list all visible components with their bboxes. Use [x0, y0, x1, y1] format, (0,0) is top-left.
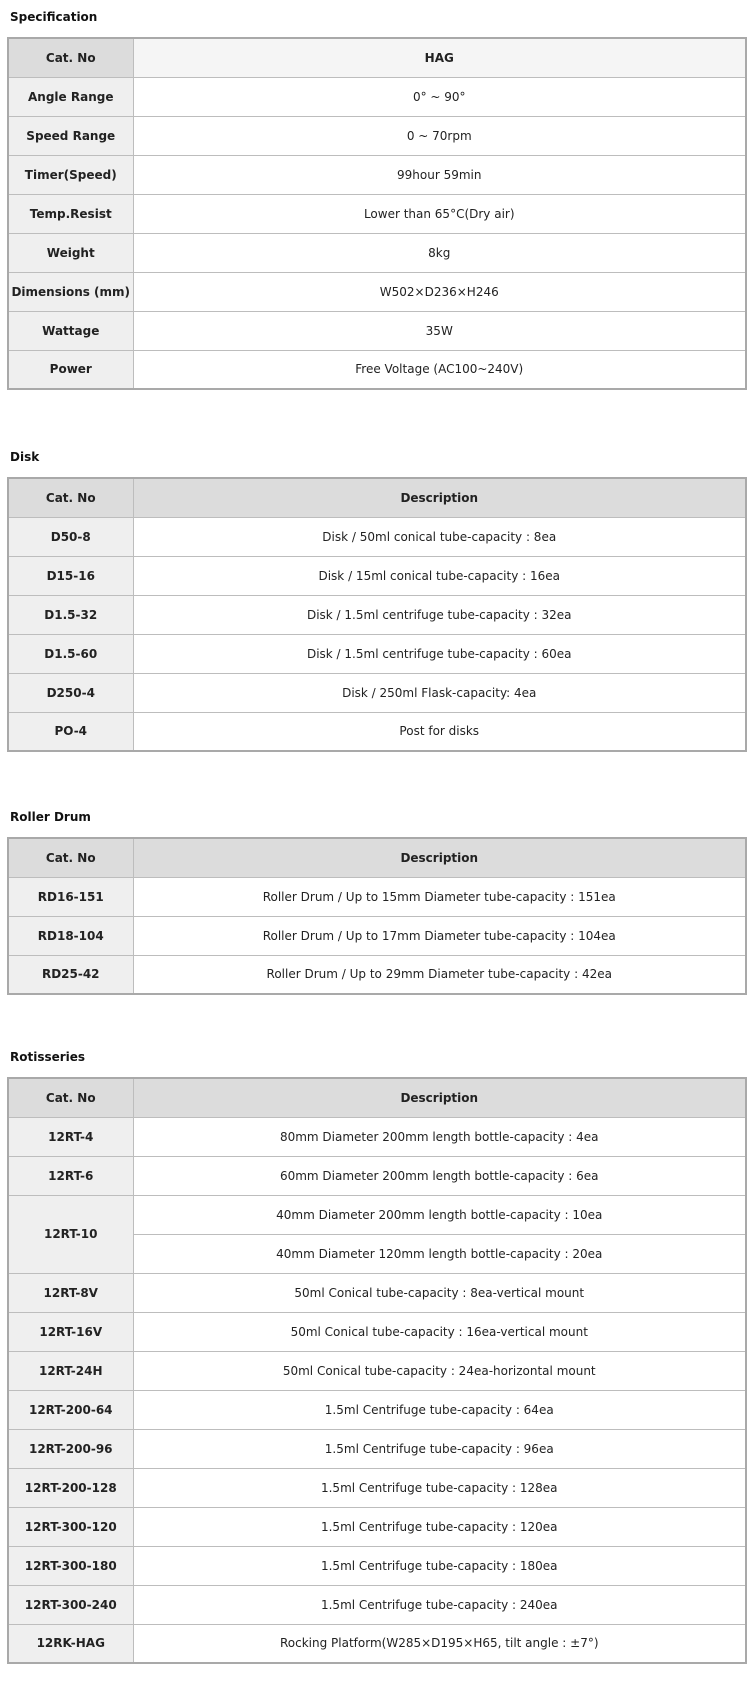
table-row: [8, 1312, 746, 1351]
section-title-rotisseries: Rotisseries: [10, 1050, 86, 1064]
row-label: D15-16: [8, 556, 133, 595]
roller-drum-table: [7, 837, 747, 995]
row-label: Temp.Resist: [8, 194, 133, 233]
table-row: [8, 712, 746, 751]
row-value: Rocking Platform(W285×D195×H65, tilt angle : ±7°): [133, 1624, 746, 1663]
table-row: [8, 1390, 746, 1429]
row-value: 99hour 59min: [133, 155, 746, 194]
table-row: [8, 877, 746, 916]
header-cat-no: Cat. No: [8, 478, 133, 517]
header-description: Description: [133, 1078, 746, 1117]
table-header-row: [8, 38, 746, 77]
specification-table: [7, 37, 747, 390]
table-row: [8, 916, 746, 955]
table-row: [8, 272, 746, 311]
row-label: 12RT-10: [8, 1195, 133, 1273]
row-label: Weight: [8, 233, 133, 272]
table-row: [8, 1117, 746, 1156]
row-label: 12RK-HAG: [8, 1624, 133, 1663]
row-value: 0° ~ 90°: [133, 77, 746, 116]
row-label: 12RT-8V: [8, 1273, 133, 1312]
row-label: Power: [8, 350, 133, 389]
row-value: Free Voltage (AC100~240V): [133, 350, 746, 389]
row-label: PO-4: [8, 712, 133, 751]
row-label: 12RT-200-128: [8, 1468, 133, 1507]
row-value: 0 ~ 70rpm: [133, 116, 746, 155]
row-label: D1.5-32: [8, 595, 133, 634]
table-row: [8, 155, 746, 194]
row-value: Roller Drum / Up to 15mm Diameter tube-capacity : 151ea: [133, 877, 746, 916]
row-label: 12RT-4: [8, 1117, 133, 1156]
row-value: 80mm Diameter 200mm length bottle-capacity : 4ea: [133, 1117, 746, 1156]
section-title-roller-drum: Roller Drum: [10, 810, 91, 824]
row-value: 1.5ml Centrifuge tube-capacity : 180ea: [133, 1546, 746, 1585]
row-value: 40mm Diameter 200mm length bottle-capacity : 10ea: [133, 1195, 746, 1234]
row-label: 12RT-16V: [8, 1312, 133, 1351]
row-value: 60mm Diameter 200mm length bottle-capacity : 6ea: [133, 1156, 746, 1195]
table-row: [8, 556, 746, 595]
row-value: 8kg: [133, 233, 746, 272]
header-cat-no: Cat. No: [8, 838, 133, 877]
row-value: Roller Drum / Up to 29mm Diameter tube-capacity : 42ea: [133, 955, 746, 994]
table-row: [8, 634, 746, 673]
row-value: Lower than 65°C(Dry air): [133, 194, 746, 233]
header-model: HAG: [133, 38, 746, 77]
row-label: RD25-42: [8, 955, 133, 994]
table-row: [8, 1195, 746, 1234]
table-row: [8, 595, 746, 634]
table-row: [8, 1507, 746, 1546]
table-row: [8, 1351, 746, 1390]
row-label: RD16-151: [8, 877, 133, 916]
row-value: 1.5ml Centrifuge tube-capacity : 96ea: [133, 1429, 746, 1468]
row-label: D250-4: [8, 673, 133, 712]
table-row: [8, 955, 746, 994]
row-value: 1.5ml Centrifuge tube-capacity : 120ea: [133, 1507, 746, 1546]
row-label: Timer(Speed): [8, 155, 133, 194]
table-row: [8, 350, 746, 389]
section-title-specification: Specification: [10, 10, 98, 24]
row-label: Angle Range: [8, 77, 133, 116]
table-row: [8, 673, 746, 712]
table-row: [8, 1429, 746, 1468]
table-row: [8, 1585, 746, 1624]
header-cat-no: Cat. No: [8, 1078, 133, 1117]
table-row: [8, 194, 746, 233]
row-value: 1.5ml Centrifuge tube-capacity : 64ea: [133, 1390, 746, 1429]
row-label: 12RT-300-120: [8, 1507, 133, 1546]
row-value: Disk / 15ml conical tube-capacity : 16ea: [133, 556, 746, 595]
row-label: 12RT-300-180: [8, 1546, 133, 1585]
row-label: 12RT-200-96: [8, 1429, 133, 1468]
row-value: Disk / 1.5ml centrifuge tube-capacity : 60ea: [133, 634, 746, 673]
table-row: [8, 1546, 746, 1585]
table-row: [8, 517, 746, 556]
row-label: 12RT-200-64: [8, 1390, 133, 1429]
row-value: Roller Drum / Up to 17mm Diameter tube-capacity : 104ea: [133, 916, 746, 955]
table-row: [8, 1156, 746, 1195]
table-row: [8, 1468, 746, 1507]
row-value: 1.5ml Centrifuge tube-capacity : 128ea: [133, 1468, 746, 1507]
table-row: [8, 233, 746, 272]
table-header-row: [8, 838, 746, 877]
disk-table: [7, 477, 747, 752]
table-row: [8, 1624, 746, 1663]
table-row: [8, 116, 746, 155]
row-label: 12RT-24H: [8, 1351, 133, 1390]
header-description: Description: [133, 478, 746, 517]
table-header-row: [8, 1078, 746, 1117]
row-value: 50ml Conical tube-capacity : 8ea-vertical mount: [133, 1273, 746, 1312]
row-label: Wattage: [8, 311, 133, 350]
row-value: Disk / 50ml conical tube-capacity : 8ea: [133, 517, 746, 556]
row-label: 12RT-6: [8, 1156, 133, 1195]
row-label: D1.5-60: [8, 634, 133, 673]
table-row: [8, 311, 746, 350]
table-header-row: [8, 478, 746, 517]
row-value: Disk / 1.5ml centrifuge tube-capacity : 32ea: [133, 595, 746, 634]
header-cat-no: Cat. No: [8, 38, 133, 77]
row-value: 1.5ml Centrifuge tube-capacity : 240ea: [133, 1585, 746, 1624]
row-value: Post for disks: [133, 712, 746, 751]
row-label: Dimensions (mm): [8, 272, 133, 311]
row-value: 50ml Conical tube-capacity : 24ea-horizontal mount: [133, 1351, 746, 1390]
row-value: W502×D236×H246: [133, 272, 746, 311]
row-value: 35W: [133, 311, 746, 350]
row-label: RD18-104: [8, 916, 133, 955]
row-value: Disk / 250ml Flask-capacity: 4ea: [133, 673, 746, 712]
header-description: Description: [133, 838, 746, 877]
row-label: Speed Range: [8, 116, 133, 155]
row-value: 50ml Conical tube-capacity : 16ea-vertical mount: [133, 1312, 746, 1351]
row-value: 40mm Diameter 120mm length bottle-capacity : 20ea: [133, 1234, 746, 1273]
section-title-disk: Disk: [10, 450, 40, 464]
table-row: [8, 1273, 746, 1312]
row-label: D50-8: [8, 517, 133, 556]
table-row: [8, 77, 746, 116]
rotisseries-table: [7, 1077, 747, 1664]
row-label: 12RT-300-240: [8, 1585, 133, 1624]
